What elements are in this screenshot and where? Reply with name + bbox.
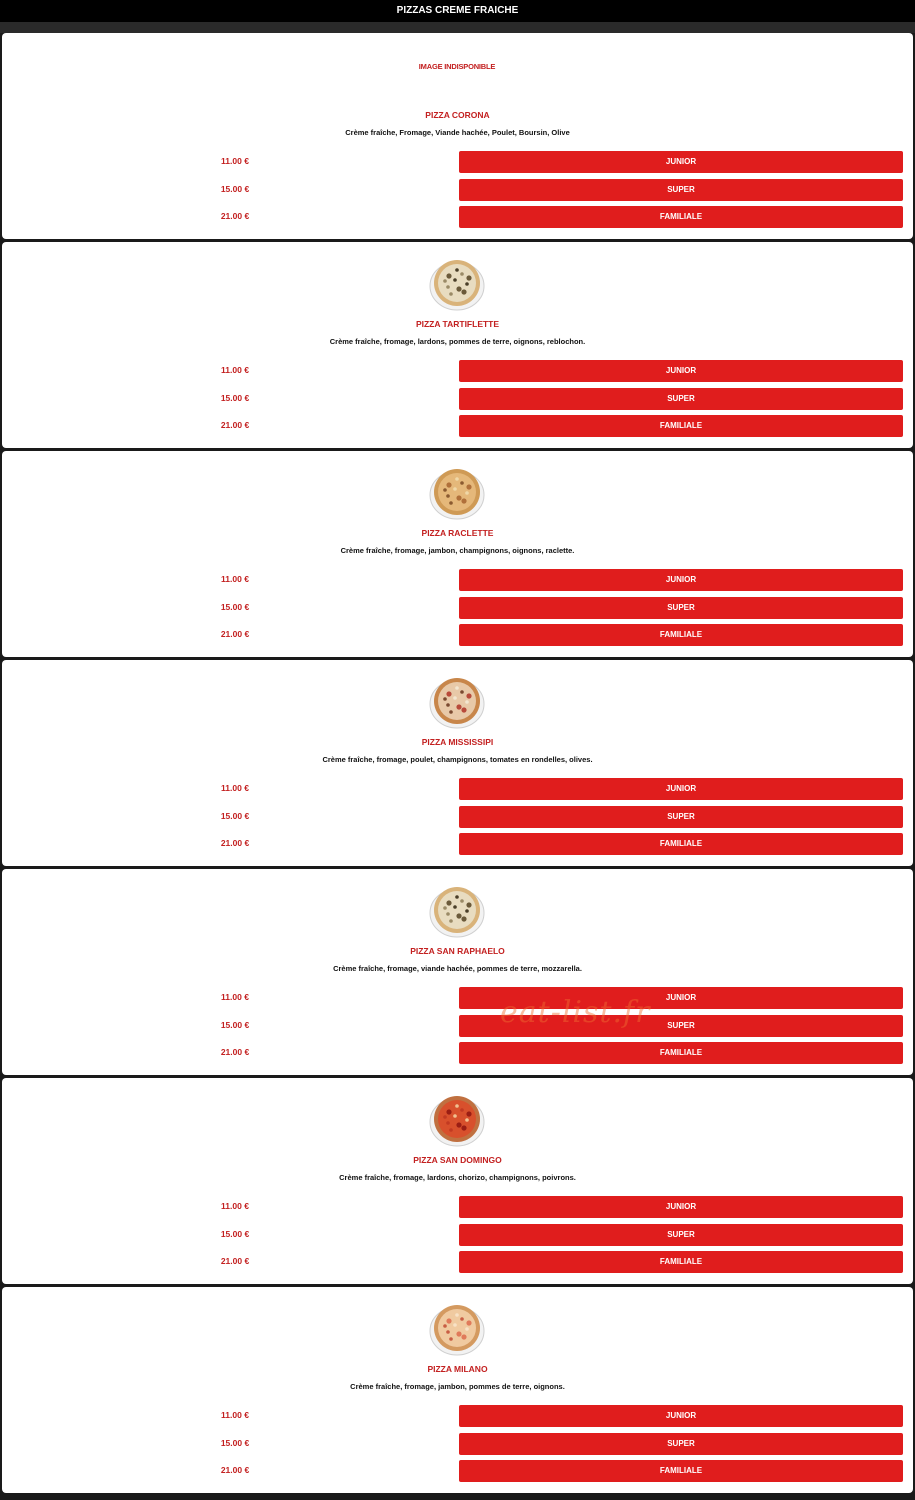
price-label: 21.00 € <box>220 629 250 639</box>
pizza-description: Crème fraîche, Fromage, Viande hachée, Poulet, Boursin, Olive <box>345 128 570 137</box>
size-button-super[interactable]: SUPER <box>459 1433 903 1455</box>
price-label: 21.00 € <box>220 1047 250 1057</box>
size-button-super[interactable]: SUPER <box>459 1015 903 1037</box>
price-label: 21.00 € <box>220 420 250 430</box>
price-label: 15.00 € <box>220 184 250 194</box>
size-button-junior[interactable]: JUNIOR <box>459 1196 903 1218</box>
size-button-junior[interactable]: JUNIOR <box>459 1405 903 1427</box>
pizza-name: PIZZA TARTIFLETTE <box>415 319 500 329</box>
pizza-name: PIZZA SAN DOMINGO <box>413 1155 502 1165</box>
page-title: PIZZAS CREME FRAICHE <box>0 0 915 22</box>
pizza-description: Crème fraîche, fromage, poulet, champignons, tomates en rondelles, olives. <box>322 755 593 764</box>
pizza-image <box>429 1301 485 1357</box>
size-button-familiale[interactable]: FAMILIALE <box>459 1460 903 1482</box>
menu-item-card <box>2 33 913 239</box>
watermark: eat-list.fr <box>500 995 651 1030</box>
size-button-familiale[interactable]: FAMILIALE <box>459 415 903 437</box>
pizza-image <box>429 1092 485 1148</box>
pizza-image <box>429 674 485 730</box>
price-label: 15.00 € <box>220 1438 250 1448</box>
menu-item-card <box>2 1078 913 1284</box>
menu-item-card <box>2 451 913 657</box>
size-button-junior[interactable]: JUNIOR <box>459 360 903 382</box>
size-button-super[interactable]: SUPER <box>459 179 903 201</box>
price-label: 11.00 € <box>221 156 249 166</box>
pizza-name: PIZZA MISSISSIPI <box>421 737 494 747</box>
size-button-super[interactable]: SUPER <box>459 597 903 619</box>
size-button-super[interactable]: SUPER <box>459 806 903 828</box>
price-label: 15.00 € <box>220 393 250 403</box>
menu-item-card <box>2 660 913 866</box>
price-label: 11.00 € <box>221 365 249 375</box>
price-label: 11.00 € <box>221 1201 249 1211</box>
header-divider <box>0 22 915 33</box>
pizza-description: Crème fraîche, fromage, lardons, pommes de terre, oignons, reblochon. <box>329 337 586 346</box>
pizza-description: Crème fraîche, fromage, lardons, chorizo, champignons, poivrons. <box>339 1173 576 1182</box>
price-label: 21.00 € <box>220 838 250 848</box>
image-unavailable-label: IMAGE INDISPONIBLE <box>418 62 496 71</box>
pizza-image <box>429 465 485 521</box>
size-button-super[interactable]: SUPER <box>459 388 903 410</box>
size-button-familiale[interactable]: FAMILIALE <box>459 624 903 646</box>
price-label: 15.00 € <box>220 1020 250 1030</box>
price-label: 21.00 € <box>220 1465 250 1475</box>
size-button-familiale[interactable]: FAMILIALE <box>459 1042 903 1064</box>
pizza-name: PIZZA RACLETTE <box>421 528 494 538</box>
price-label: 15.00 € <box>220 811 250 821</box>
pizza-description: Crème fraîche, fromage, viande hachée, pommes de terre, mozzarella. <box>333 964 582 973</box>
pizza-description: Crème fraîche, fromage, jambon, pommes de terre, oignons. <box>350 1382 565 1391</box>
price-label: 11.00 € <box>221 1410 249 1420</box>
price-label: 11.00 € <box>221 783 249 793</box>
pizza-name: PIZZA CORONA <box>425 110 490 120</box>
pizza-image <box>429 256 485 312</box>
size-button-familiale[interactable]: FAMILIALE <box>459 206 903 228</box>
size-button-junior[interactable]: JUNIOR <box>459 778 903 800</box>
price-label: 21.00 € <box>220 1256 250 1266</box>
size-button-familiale[interactable]: FAMILIALE <box>459 833 903 855</box>
price-label: 11.00 € <box>221 992 249 1002</box>
pizza-description: Crème fraîche, fromage, jambon, champignons, oignons, raclette. <box>340 546 575 555</box>
price-label: 21.00 € <box>220 211 250 221</box>
size-button-super[interactable]: SUPER <box>459 1224 903 1246</box>
pizza-name: PIZZA SAN RAPHAELO <box>410 946 505 956</box>
price-label: 15.00 € <box>220 602 250 612</box>
menu-item-card <box>2 869 913 1075</box>
price-label: 11.00 € <box>221 574 249 584</box>
menu-item-card <box>2 1287 913 1493</box>
size-button-familiale[interactable]: FAMILIALE <box>459 1251 903 1273</box>
size-button-junior[interactable]: JUNIOR <box>459 987 903 1009</box>
pizza-image <box>429 883 485 939</box>
pizza-name: PIZZA MILANO <box>427 1364 488 1374</box>
size-button-junior[interactable]: JUNIOR <box>459 151 903 173</box>
menu-item-card <box>2 242 913 448</box>
size-button-junior[interactable]: JUNIOR <box>459 569 903 591</box>
price-label: 15.00 € <box>220 1229 250 1239</box>
